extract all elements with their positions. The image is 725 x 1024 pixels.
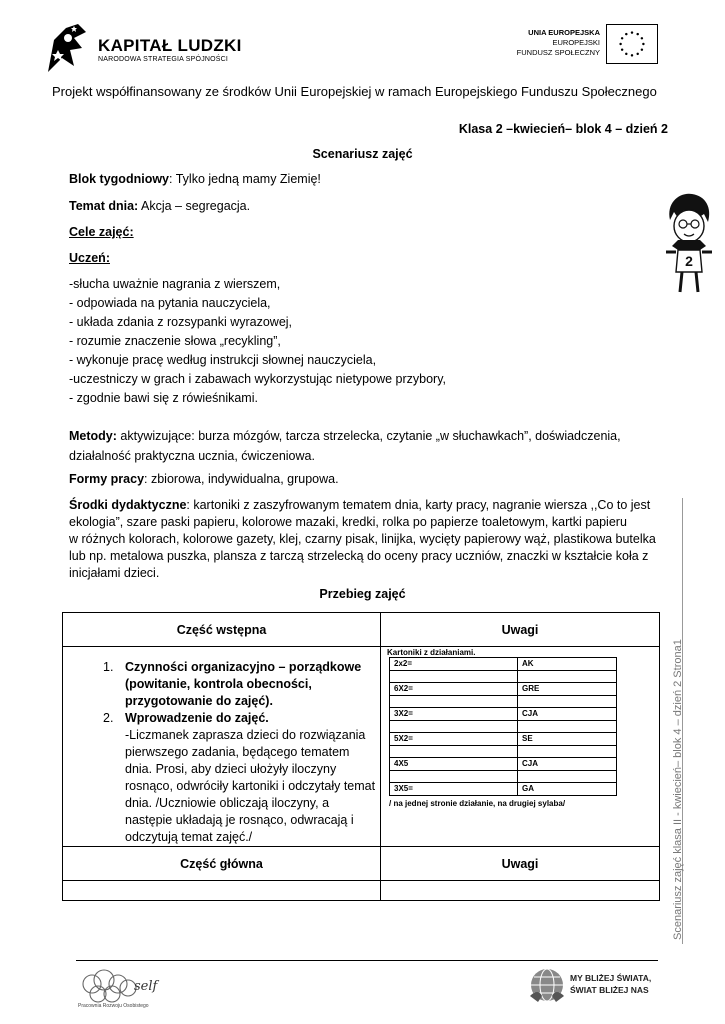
kapital-ludzki-emblem-icon (44, 20, 90, 74)
forms-value: : zbiorowa, indywidualna, grupowa. (144, 472, 339, 486)
card-syllable: GA (518, 783, 617, 796)
means-line: w różnych kolorach, kolorowe gazety, klej, czarny pisak, linijka, wycięty papierowy wąż, plastikowa butelka (69, 532, 656, 546)
table-row (390, 783, 617, 796)
table-row (390, 770, 617, 783)
card-operation: 3X5= (390, 783, 518, 796)
student-heading: Uczeń: (69, 251, 110, 265)
objective-item: - wykonuje pracę według instrukcji słownej nauczyciela, (69, 353, 377, 367)
block-line (69, 171, 657, 188)
notes-header: Uwagi (381, 613, 660, 647)
card-operation: 5X2= (390, 733, 518, 746)
methods-value: aktywizujące: burza mózgów, tarcza strzelecka, czytanie „w słuchawkach”, doświadczenia, (116, 429, 621, 443)
table-row (390, 695, 617, 708)
notes-header-2: Uwagi (381, 847, 660, 881)
topic-label: Temat dnia: (69, 199, 139, 213)
main-cell (63, 881, 381, 901)
table-row (390, 758, 617, 771)
card-operation: 6X2= (390, 683, 518, 696)
objective-item: - zgodnie bawi się z rówieśnikami. (69, 391, 258, 405)
methods-value-2: działalność praktyczna ucznia, ćwiczeniowa. (69, 449, 315, 463)
kapital-ludzki-logo (44, 20, 242, 76)
means-label: Środki dydaktyczne (69, 498, 187, 512)
step-title: Czynności organizacyjno – porządkowe (powitanie, kontrola obecności, przygotowanie do zajęć). (125, 660, 362, 708)
table-row (390, 720, 617, 733)
forms-line (69, 471, 657, 488)
forms-label: Formy pracy (69, 472, 145, 486)
step-item (103, 710, 376, 846)
rozwoj-script: self (134, 979, 158, 994)
slogan-line-2: ŚWIAT BLIŻEJ NAS (570, 985, 649, 995)
slogan-line-1: MY BLIŻEJ ŚWIATA, (570, 973, 652, 983)
step-title: Wprowadzenie do zajęć. (125, 711, 269, 725)
course-title: Przebieg zajęć (319, 587, 406, 601)
step-item (103, 659, 376, 710)
methods-paragraph (69, 427, 657, 465)
means-line: ekologia”, szare paski papieru, kolorowe mazaki, kredki, rolka po papierze toaletowym, kartki papieru (69, 515, 627, 529)
means-line: lub np. metalowa puszka, plansza z tarczą strzelecką do oceny pracy uczniów, znaczki w kształcie koła z (69, 549, 649, 563)
eu-line-2: EUROPEJSKI (552, 38, 600, 47)
means-line: : kartoniki z zaszyfrowanym tematem dnia, karty pracy, nagranie wiersza ,,Co to jest (186, 498, 651, 512)
logo-subtitle: NARODOWA STRATEGIA SPÓJNOŚCI (98, 56, 229, 63)
means-line: inicjałami dzieci. (69, 566, 160, 580)
footer-divider (76, 960, 658, 961)
cards-table (389, 657, 617, 796)
notes-cell (381, 647, 660, 847)
step-number: 1. (103, 660, 114, 674)
card-syllable: AK (518, 658, 617, 671)
mascot-number: 2 (685, 253, 693, 269)
objectives-list (69, 276, 657, 409)
card-syllable: SE (518, 733, 617, 746)
main-notes-cell (381, 881, 660, 901)
intro-cell (63, 647, 381, 847)
objective-item: -uczestniczy w grach i zabawach wykorzystując nietypowe przybory, (69, 372, 446, 386)
side-page-label: Scenariusz zajęć klasa II - kwiecień– blok 4 – dzień 2 Strona1 (672, 639, 684, 940)
eu-logo (498, 24, 668, 68)
table-row (390, 733, 617, 746)
goals-heading: Cele zajęć: (69, 225, 134, 239)
eu-text (517, 28, 600, 58)
objective-item: - rozumie znaczenie słowa „recykling”, (69, 334, 281, 348)
page-title: Scenariusz zajęć (312, 147, 413, 161)
topic-value: Akcja – segregacja. (138, 199, 251, 213)
lesson-table (62, 612, 660, 901)
cards-note: / na jednej stronie działanie, na drugiej sylaba/ (389, 798, 566, 808)
table-row (390, 708, 617, 721)
slogan (570, 972, 651, 996)
card-operation: 4X5 (390, 758, 518, 771)
intro-header: Część wstępna (63, 613, 381, 647)
block-value: : Tylko jedną mamy Ziemię! (169, 172, 321, 186)
cards-title: Kartoniki z działaniami. (387, 648, 476, 657)
objective-item: - odpowiada na pytania nauczyciela, (69, 296, 271, 310)
table-row (390, 745, 617, 758)
eu-line-1: UNIA EUROPEJSKA (528, 28, 600, 37)
mascot-icon (664, 192, 714, 296)
methods-label: Metody: (69, 429, 117, 443)
globe-hands-icon (528, 966, 566, 1004)
objective-item: - układa zdania z rozsypanki wyrazowej, (69, 315, 293, 329)
card-operation: 3X2= (390, 708, 518, 721)
step-number: 2. (103, 711, 114, 725)
block-label: Blok tygodniowy (69, 172, 169, 186)
steps-list (103, 659, 376, 846)
table-row (390, 683, 617, 696)
card-operation: 2x2= (390, 658, 518, 671)
main-header: Część główna (63, 847, 381, 881)
table-row (390, 670, 617, 683)
table-row (390, 658, 617, 671)
card-syllable: CJA (518, 758, 617, 771)
eu-line-3: FUNDUSZ SPOŁECZNY (516, 48, 600, 57)
card-syllable: GRE (518, 683, 617, 696)
topic-line (69, 198, 657, 215)
rozwoj-caption: Pracownia Rozwoju Osobistego (78, 1003, 149, 1009)
project-funding-line: Projekt współfinansowany ze środków Unii Europejskiej w ramach Europejskiego Funduszu Społecznego (52, 84, 657, 99)
objective-item: -słucha uważnie nagrania z wierszem, (69, 277, 281, 291)
step-description: -Liczmanek zaprasza dzieci do rozwiązania pierwszego zadania, będącego tematem dnia. Prosi, aby dzieci ułożyły iloczyny rosnąco, odwróciły kartoniki i odczytały temat dnia. /Uczniowie obliczają iloczyny, a następie układają je rosnąco, odwracają i odczytują temat zajęć./ (125, 728, 376, 844)
eu-flag-icon (606, 24, 658, 64)
class-line: Klasa 2 –kwiecień– blok 4 – dzień 2 (458, 122, 668, 136)
card-syllable: CJA (518, 708, 617, 721)
logo-title: KAPITAŁ LUDZKI (98, 36, 242, 55)
means-paragraph (69, 497, 669, 582)
